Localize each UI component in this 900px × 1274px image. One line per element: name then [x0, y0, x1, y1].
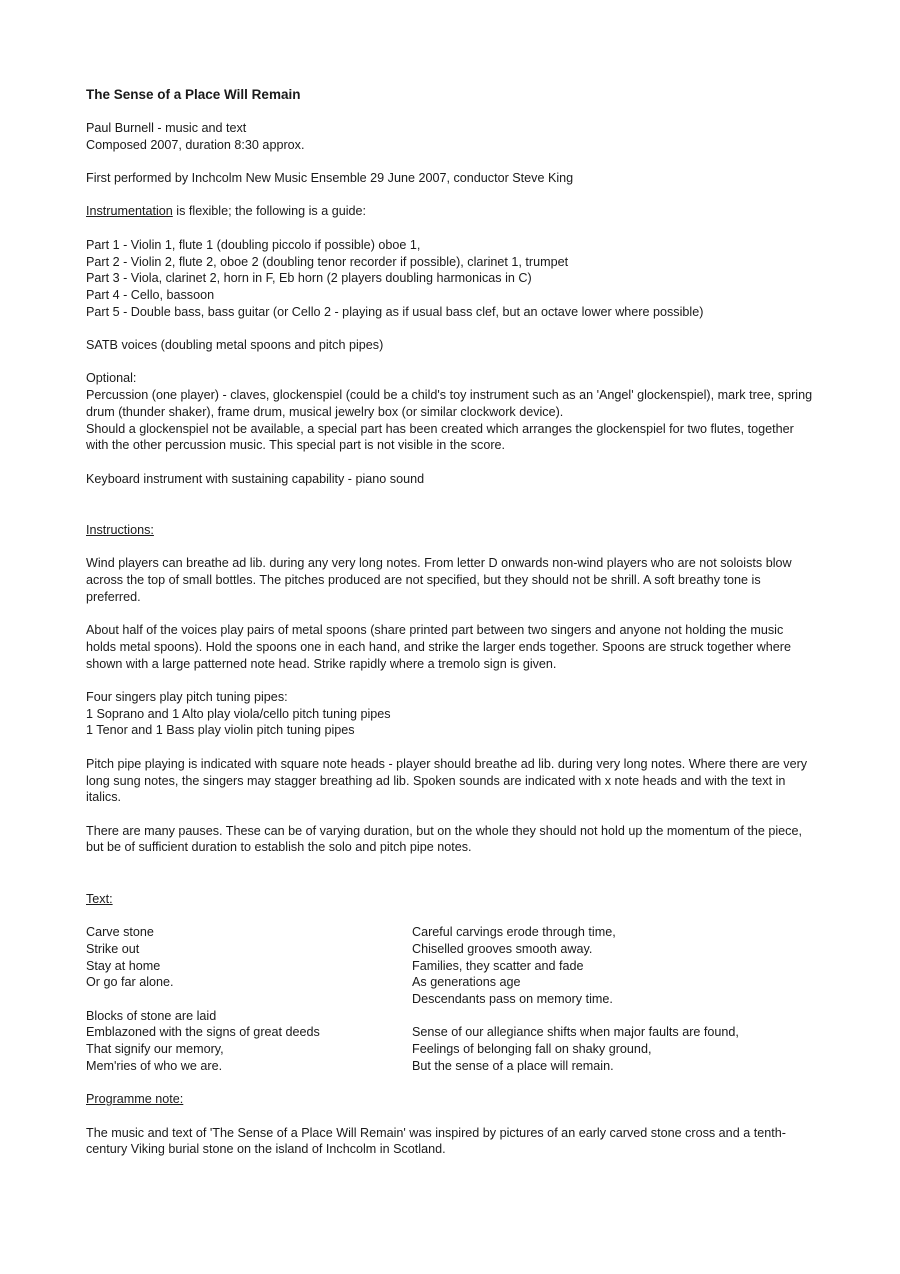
lyric-line: Stay at home: [86, 958, 161, 973]
lyric-line: Feelings of belonging fall on shaky ground,: [412, 1042, 652, 1057]
document-page: [86, 86, 816, 1158]
lyric-line: Descendants pass on memory time.: [412, 991, 613, 1006]
lyric-line: Or go far alone.: [86, 975, 174, 990]
lyric-line: But the sense of a place will remain.: [412, 1058, 614, 1073]
part-line: Part 2 - Violin 2, flute 2, oboe 2 (doubling tenor recorder if possible), clarinet 1, trumpet: [86, 254, 569, 269]
lyric-line: Sense of our allegiance shifts when major faults are found,: [412, 1025, 739, 1040]
instrumentation-label: Instrumentation: [86, 204, 173, 219]
premiere-info: First performed by Inchcolm New Music Ensemble 29 June 2007, conductor Steve King: [86, 171, 574, 186]
parts-list: [86, 237, 816, 321]
optional-label: Optional:: [86, 371, 137, 386]
lyric-line: As generations age: [412, 975, 521, 990]
lyrics-columns: [86, 924, 816, 1074]
pipes-intro: Four singers play pitch tuning pipes:: [86, 690, 288, 705]
lyric-line: Mem'ries of who we are.: [86, 1058, 223, 1073]
lyrics-right-column: [412, 924, 816, 1074]
pipes-line: 1 Tenor and 1 Bass play violin pitch tuning pipes: [86, 723, 355, 738]
document-title: The Sense of a Place Will Remain: [86, 87, 301, 102]
optional-section: [86, 370, 816, 454]
optional-glockenspiel-note: Should a glockenspiel not be available, a special part has been created which arranges the glockenspiel for two flutes, together with the other percussion music. This special part is not visible in the score.: [86, 421, 794, 453]
credit-line: Composed 2007, duration 8:30 approx.: [86, 137, 305, 152]
spoons-instructions: About half of the voices play pairs of metal spoons (share printed part between two singers and anyone not holding the music holds metal spoons). Hold the spoons one in each hand, and strike the larger ends together. Spoons are struck together where shown with a large patterned note head. Strike rapidly where a tremolo sign is given.: [86, 623, 791, 671]
lyric-line: Emblazoned with the signs of great deeds: [86, 1025, 320, 1040]
part-line: Part 4 - Cello, bassoon: [86, 287, 215, 302]
part-line: Part 3 - Viola, clarinet 2, horn in F, Eb horn (2 players doubling harmonicas in C): [86, 271, 532, 286]
pitch-pipes-list: [86, 689, 816, 739]
programme-note: The music and text of 'The Sense of a Place Will Remain' was inspired by pictures of an early carved stone cross and a tenth-century Viking burial stone on the island of Inchcolm in Scotland.: [86, 1125, 786, 1157]
lyric-line: Blocks of stone are laid: [86, 1008, 217, 1023]
part-line: Part 1 - Violin 1, flute 1 (doubling piccolo if possible) oboe 1,: [86, 237, 421, 252]
lyric-line: Strike out: [86, 941, 140, 956]
instrumentation-intro: [86, 203, 816, 220]
credit-line: Paul Burnell - music and text: [86, 121, 247, 135]
programme-heading: Programme note:: [86, 1092, 184, 1107]
wind-instructions: Wind players can breathe ad lib. during any very long notes. From letter D onwards non-wind players who are not soloists blow across the top of small bottles. The pitches produced are not specified, but they should not be shrill. A soft breathy tone is preferred.: [86, 556, 792, 604]
part-line: Part 5 - Double bass, bass guitar (or Cello 2 - playing as if usual bass clef, but an octave lower where possible): [86, 304, 704, 319]
credits: [86, 120, 816, 153]
instrumentation-rest: is flexible; the following is a guide:: [172, 204, 367, 219]
lyric-line: Chiselled grooves smooth away.: [412, 941, 593, 956]
pauses-instructions: There are many pauses. These can be of varying duration, but on the whole they should not hold up the momentum of the piece, but be of sufficient duration to establish the solo and pitch pipe notes.: [86, 823, 802, 855]
lyric-line: Families, they scatter and fade: [412, 958, 584, 973]
text-heading: Text:: [86, 891, 113, 906]
instructions-heading: Instructions:: [86, 523, 154, 538]
lyric-line: Careful carvings erode through time,: [412, 925, 616, 940]
voices-info: SATB voices (doubling metal spoons and pitch pipes): [86, 338, 384, 353]
pitch-pipe-instructions: Pitch pipe playing is indicated with square note heads - player should breathe ad lib. during very long notes. Where there are very long sung notes, the singers may stagger breathing ad lib. Spoken sounds are indicated with x note heads and with the text in italics.: [86, 756, 808, 805]
pipes-line: 1 Soprano and 1 Alto play viola/cello pitch tuning pipes: [86, 706, 391, 721]
lyrics-left-column: [86, 924, 412, 1074]
lyric-line: That signify our memory,: [86, 1042, 224, 1057]
lyric-line: Carve stone: [86, 925, 154, 940]
optional-percussion: Percussion (one player) - claves, glockenspiel (could be a child's toy instrument such as an 'Angel' glockenspiel), mark tree, spring drum (thunder shaker), frame drum, musical jewelry box (or similar clockwork device).: [86, 388, 813, 419]
keyboard-info: Keyboard instrument with sustaining capability - piano sound: [86, 471, 425, 486]
